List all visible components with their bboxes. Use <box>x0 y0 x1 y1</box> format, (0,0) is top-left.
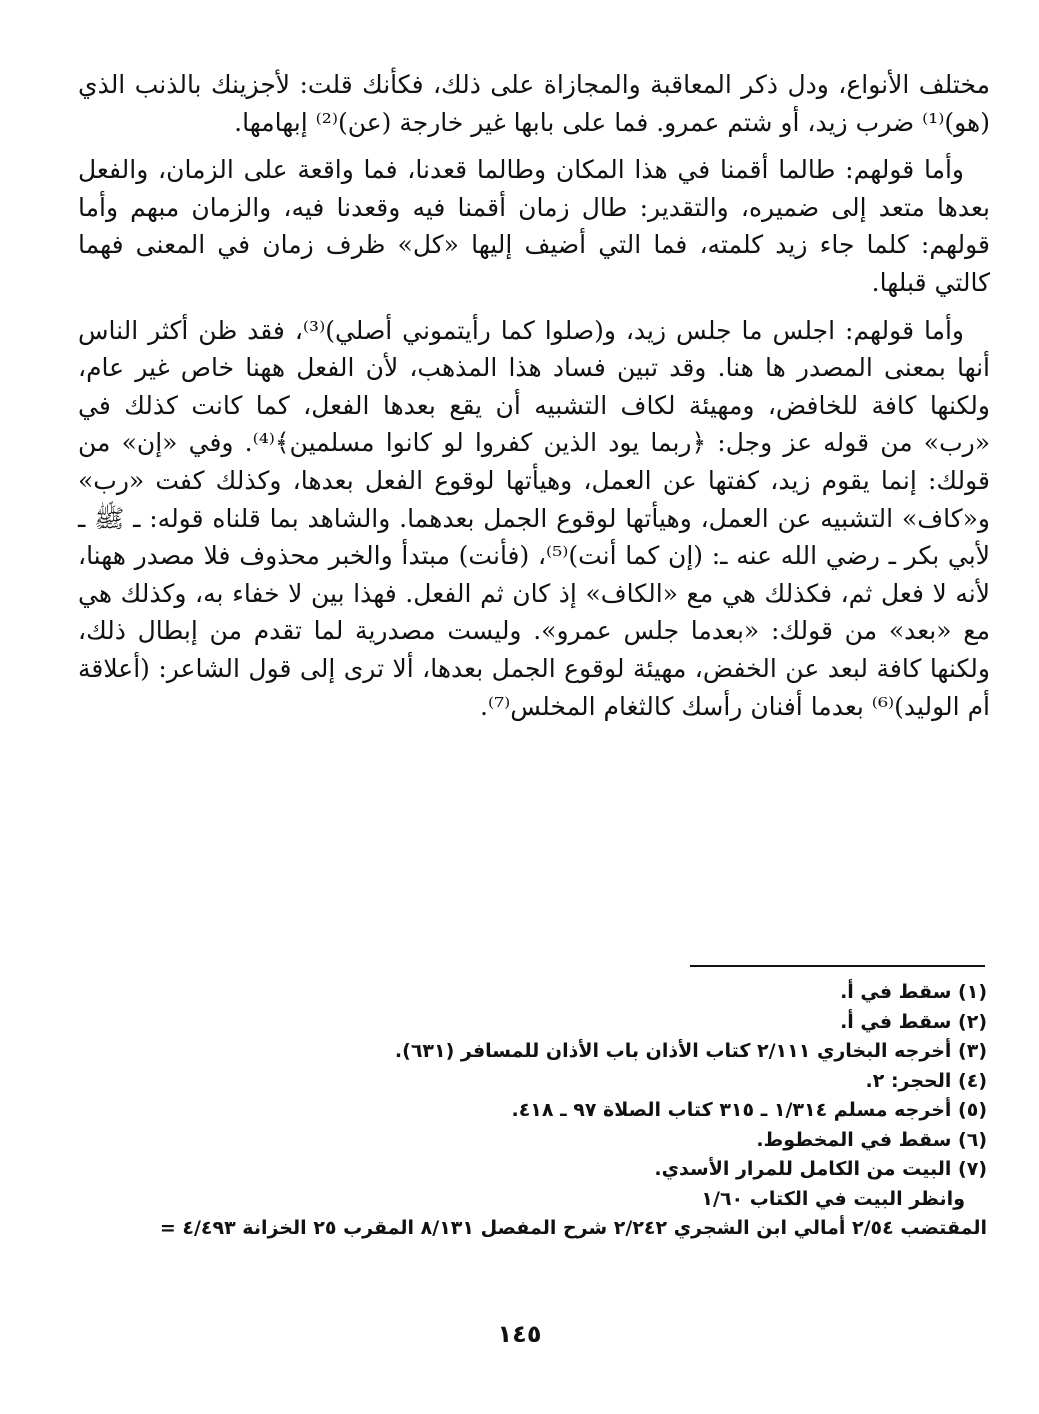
page-number: ١٤٥ <box>497 1320 542 1348</box>
paragraph-3: وأما قولهم: اجلس ما جلس زيد، و(صلوا كما رأيتموني أصلي)⁽³⁾، فقد ظن أكثر الناس أنها بمعنى المصدر ها هنا. وقد تبين فساد هذا المذهب، لأن الفعل ههنا خاص غير عام، ولكنها كافة للخافض، ومهيئة لكاف التشبيه أن يقع بعدها الفعل، كما كانت كذلك في «رب» من قوله عز وجل: ﴿ربما يود الذين كفروا لو كانوا مسلمين﴾⁽⁴⁾. وفي «إن» من قولك: إنما يقوم زيد، كفتها عن العمل، وهيأتها لوقوع الفعل بعدها، وكذلك كفت «رب» و«كاف» التشبيه عن العمل، وهيأتها لوقوع الجمل بعدهما. والشاهد بما قلناه قوله: ـ ﷺ ـ لأبي بكر ـ رضي الله عنه ـ: (إن كما أنت)⁽⁵⁾، (فأنت) مبتدأ والخبر محذوف فلا مصدر ههنا، لأنه لا فعل ثم، فكذلك هي مع «الكاف» إذ كان ثم الفعل. فهذا بين لا خفاء به، وكذلك هي مع «بعد» من قولك: «بعدما جلس عمرو». وليست مصدرية لما تقدم من إبطال ذلك، ولكنها كافة لبعد عن الخفض، مهيئة لوقوع الجمل بعدها، ألا ترى إلى قول الشاعر: (أعلاقة أم الوليد)⁽⁶⁾ بعدما أفنان رأسك كالثغام المخلس⁽⁷⁾. <box>78 315 990 721</box>
footnote-7-continuation-1: وانظر البيت في الكتاب ١/٦٠ <box>701 1187 965 1210</box>
footnote-6: (٦) سقط في المخطوط. <box>756 1128 987 1151</box>
footnote-3: (٣) أخرجه البخاري ٢/١١١ كتاب الأذان باب الأذان للمسافر (٦٣١). <box>394 1040 987 1062</box>
footnote-4: (٤) الحجر: ٢. <box>865 1069 987 1092</box>
footnote-2: (٢) سقط في أ. <box>840 1010 987 1033</box>
footnote-separator <box>690 965 985 967</box>
paragraph-2: وأما قولهم: طالما أقمنا في هذا المكان وطالما قعدنا، فما واقعة على الزمان، والفعل بعدها متعد إلى ضميره، والتقدير: طال زمان أقمنا فيه وقعدنا فيه، والزمان مبهم وأما قولهم: كلما جاء زيد كلمته، فما التي أضيف إليها «كل» ظرف زمان في المعنى فهما كالتي قبلها. <box>78 155 990 297</box>
paragraph-1: مختلف الأنواع، ودل ذكر المعاقبة والمجازاة على ذلك، فكأنك قلت: لأجزينك بالذنب الذي (هو)⁽¹⁾ ضرب زيد، أو شتم عمرو. فما على بابها غير خارجة (عن)⁽²⁾ إبهامها. <box>78 70 990 137</box>
footnote-5: (٥) أخرجه مسلم ١/٣١٤ ـ ٣١٥ كتاب الصلاة ٩٧ ـ ٤١٨. <box>511 1099 987 1121</box>
footnote-7: (٧) البيت من الكامل للمرار الأسدي. <box>654 1158 987 1180</box>
footnote-1: (١) سقط في أ. <box>840 981 987 1003</box>
main-text <box>78 66 990 735</box>
footnotes <box>38 978 987 1244</box>
footnote-7-continuation-2: المقتضب ٢/٥٤ أمالي ابن الشجري ٢/٢٤٢ شرح المفصل ٨/١٣١ المقرب ٢٥ الخزانة ٤/٤٩٣ = <box>159 1217 987 1239</box>
